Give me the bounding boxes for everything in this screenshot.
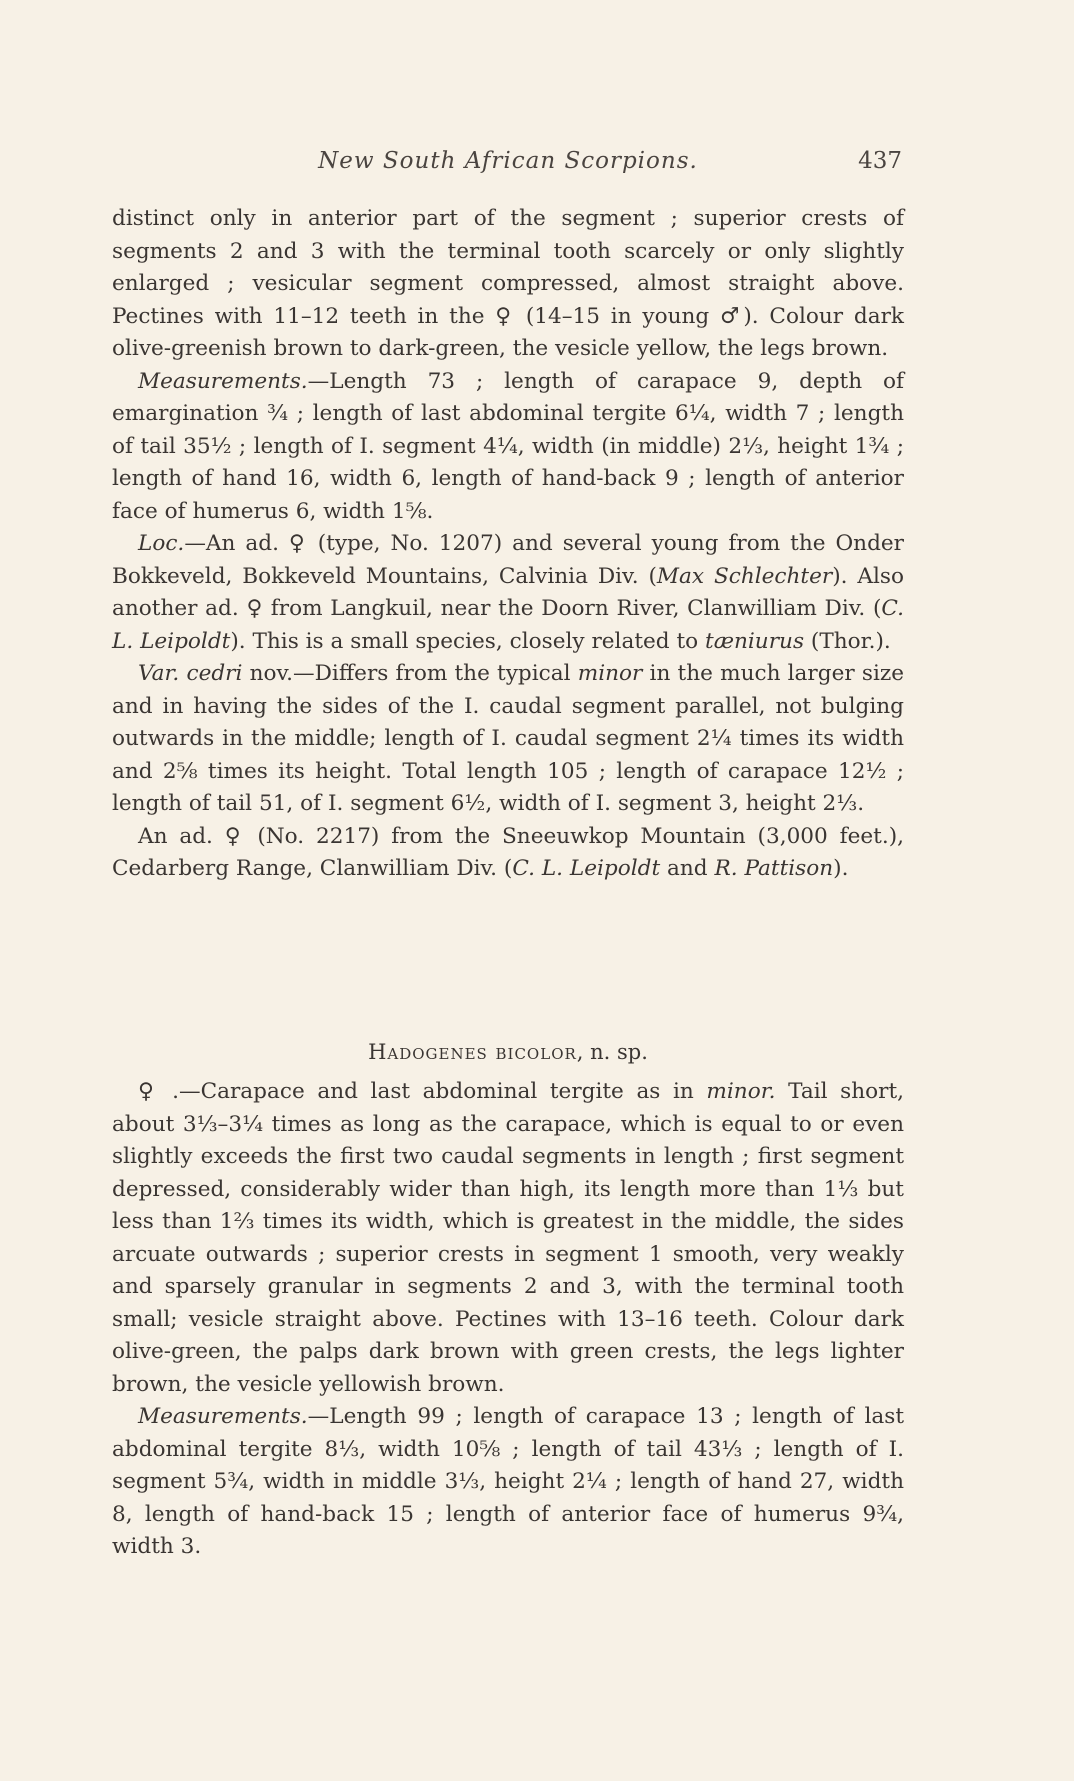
running-title: New South African Scorpions. bbox=[318, 148, 698, 174]
species-heading-name: Hadogenes bicolor bbox=[368, 1040, 577, 1064]
paragraph-variety: Var. cedri nov.—Differs from the typical minor in the much larger size and in having the sides of the I. caudal segment parallel, not bulging outwards in the middle; length of I. caudal segment 2¼ times its width and 2⅝ times its height. Total length 105 ; length of carapace 12½ ; length of tail 51, of I. segment 6½, width of I. segment 3, height 2⅓. bbox=[112, 661, 905, 816]
locality-label: Loc. bbox=[138, 531, 185, 556]
paragraph-measurements bbox=[112, 1401, 904, 1564]
collector-name: C. L. Leipoldt bbox=[112, 596, 904, 654]
measurements-label: Measurements. bbox=[138, 368, 308, 394]
page-number: 437 bbox=[858, 148, 902, 174]
paragraph-description: ♀ .—Carapace and last abdominal tergite as in minor. Tail short, about 3⅓–3¼ times as long as the carapace, which is equal to or even slightly exceeds the first two caudal segments in length ; first segment depressed, considerably wider than high, its length more than 1⅓ but less than 1⅔ times its width, which is greatest in the middle, the sides arcuate outwards ; superior crests in segment 1 smooth, very weakly and sparsely granular in segments 2 and 3, with the terminal tooth small; vesicle straight above. Pectines with 13–16 teeth. Colour dark olive-green, the palps dark brown with green crests, the legs lighter brown, the vesicle yellowish brown. bbox=[112, 1079, 904, 1397]
paragraph-description-end: distinct only in anterior part of the segment ; superior crests of segments 2 and 3 with the terminal tooth scarcely or only slightly enlarged ; vesicular segment compressed, almost straight above. Pectines with 11–12 teeth in the ♀ (14–15 in young ♂). Colour dark olive-greenish brown to dark-green, the vesicle yellow, the legs brown. bbox=[112, 206, 904, 361]
collector-name: C. L. Leipoldt bbox=[512, 856, 661, 881]
collector-name: R. Pattison bbox=[714, 856, 834, 881]
species-name: minor. bbox=[706, 1079, 776, 1104]
measurements-label: Measurements. bbox=[138, 1404, 308, 1429]
paragraph-locality: Loc.—An ad. ♀ (type, No. 1207) and several young from the Onder Bokkeveld, Bokkeveld Mountains, Calvinia Div. (Max Schlechter). Also another ad. ♀ from Langkuil, near the Doorn River, Clanwilliam Div. (C. L. Leipoldt). This is a small species, closely related to tæniurus (Thor.). bbox=[112, 531, 904, 654]
measurements-text: —Length 73 ; length of carapace 9, depth of emargination ¾ ; length of last abdominal tergite 6¼, width 7 ; length of tail 35½ ; length of I. segment 4¼, width (in middle) 2⅓, height 1¾ ; length of hand 16, width 6, length of hand-back 9 ; length of anterior face of humerus 6, width 1⅝. bbox=[112, 368, 904, 524]
section-hadogenes-bicolor bbox=[112, 1036, 904, 1564]
paragraph-measurements bbox=[112, 366, 904, 529]
measurements-text: —Length 99 ; length of carapace 13 ; length of last abdominal tergite 8⅓, width 10⅝ ; length of tail 43⅓ ; length of I. segment 5¾, width in middle 3⅓, height 2¼ ; length of hand 27, width 8, length of hand-back 15 ; length of anterior face of humerus 9¾, width 3. bbox=[112, 1404, 904, 1559]
species-heading: Hadogenes bicolor, n. sp. bbox=[368, 1040, 648, 1064]
section-continuation bbox=[112, 203, 904, 886]
variety-label: Var. cedri bbox=[138, 661, 243, 686]
paragraph-variety-locality: An ad. ♀ (No. 2217) from the Sneeuwkop Mountain (3,000 feet.), Cedarberg Range, Clanwilliam Div. (C. L. Leipoldt and R. Pattison). bbox=[112, 823, 904, 881]
collector-name: Max Schlechter bbox=[656, 563, 833, 589]
species-name: tæniurus bbox=[705, 628, 805, 654]
species-name: minor bbox=[577, 661, 643, 686]
page-header bbox=[112, 148, 904, 178]
